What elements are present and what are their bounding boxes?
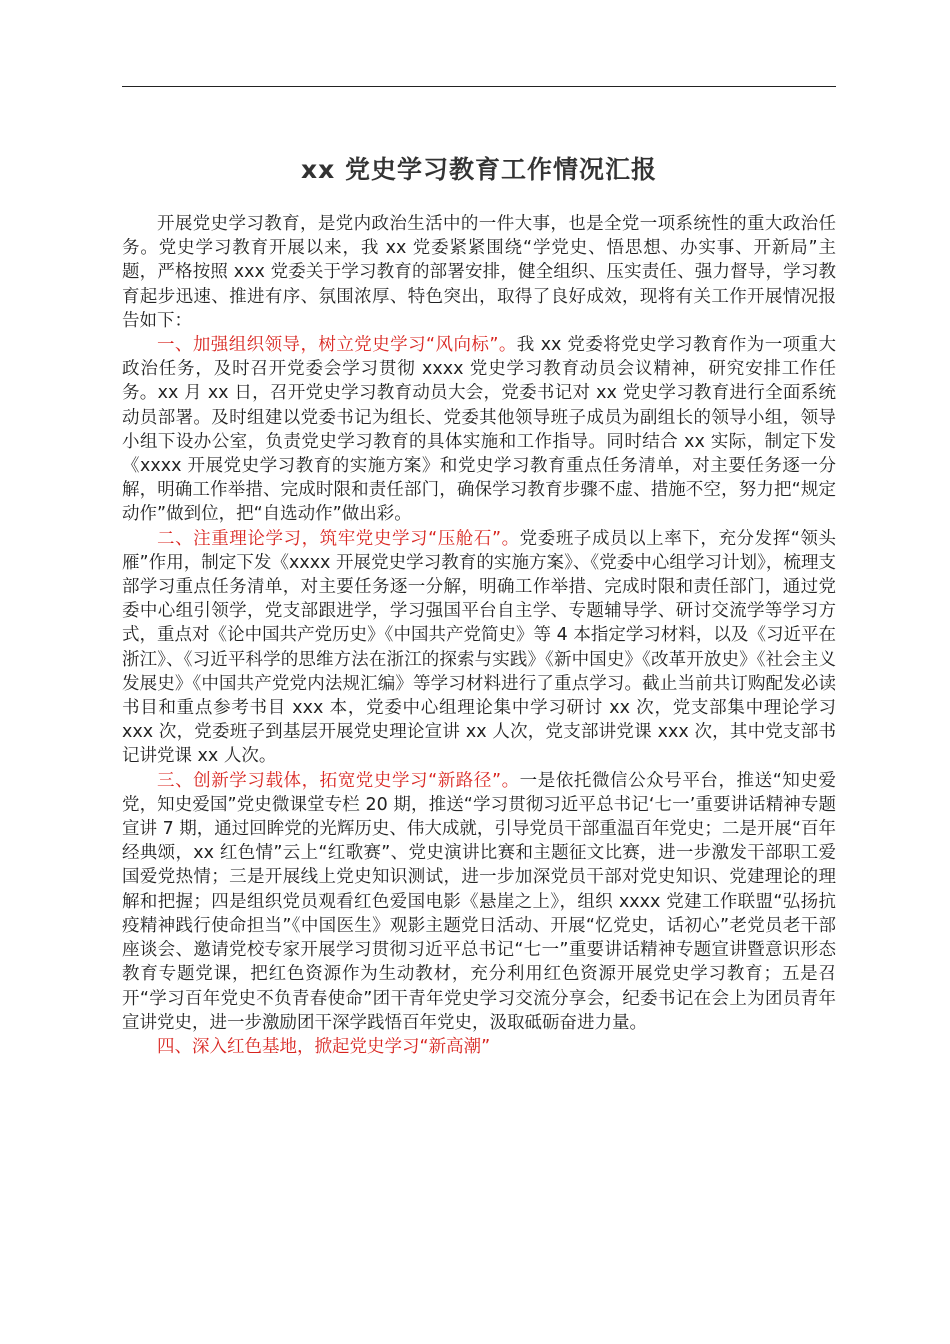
- section-body-1: 我 xx 党委将党史学习教育作为一项重大政治任务，及时召开党委会学习贯彻 xxxx 党史学习教育动员会议精神，研究安排工作任务。xx 月 xx 日，召开党史学习教育动员大会，党委书记对 xx 党史学习教育进行全面系统动员部署。及时组建以党委书记为组长、党委其他领导班子成员为副组长的领导小组，领导小组下设办公室，负责党史学习教育的具体实施和工作指导。同时结合 xx 实际，制定下发《xxxx 开展党史学习教育的实施方案》和党史学习教育重点任务清单，对主要任务逐一分解，明确工作举措、完成时限和责任部门，确保学习教育步骤不虚、措施不空，努力把“规定动作”做到位，把“自选动作”做出彩。: [122, 335, 836, 525]
- section-heading-1: 一、加强组织领导，树立党史学习“风向标”。: [157, 335, 517, 356]
- section-paragraph-2: [122, 527, 836, 769]
- section-heading-3: 三、创新学习载体，拓宽党史学习“新路径”。: [157, 770, 520, 791]
- header-rule: [122, 86, 836, 87]
- document-body: [122, 212, 836, 1059]
- section-heading-2: 二、注重理论学习，筑牢党史学习“压舱石”。: [157, 528, 520, 549]
- section-paragraph-3: [122, 769, 836, 1035]
- section-body-3: 一是依托微信公众号平台，推送“知史爱党，知史爱国”党史微课堂专栏 20 期，推送“学习贯彻习近平总书记‘七一’重要讲话精神专题宣讲 7 期，通过回眸党的光辉历史、伟大成就，引导党员干部重温百年党史；二是开展“百年经典颂，xx 红色情”云上“红歌赛”、党史演讲比赛和主题征文比赛，进一步激发干部职工爱国爱党热情；三是开展线上党史知识测试，进一步加深党员干部对党史知识、党建理论的理解和把握；四是组织党员观看红色爱国电影《悬崖之上》，组织 xxxx 党建工作联盟“弘扬抗疫精神践行使命担当”《中国医生》观影主题党日活动、开展“忆党史，话初心”老党员老干部座谈会、邀请党校专家开展学习贯彻习近平总书记“七一”重要讲话精神专题宣讲暨意识形态教育专题党课，把红色资源作为生动教材，充分利用红色资源开展党史学习教育；五是召开“学习百年党史不负青春使命”团干青年党史学习交流分享会，纪委书记在会上为团员青年宣讲党史，进一步激励团干深学践悟百年党史，汲取砥砺奋进力量。: [122, 770, 836, 1033]
- section-paragraph-4: [122, 1035, 836, 1059]
- document-title: xx 党史学习教育工作情况汇报: [301, 155, 657, 184]
- intro-paragraph: 开展党史学习教育，是党内政治生活中的一件大事，也是全党一项系统性的重大政治任务。党史学习教育开展以来，我 xx 党委紧紧围绕“学党史、悟思想、办实事、开新局”主题，严格按照 xxx 党委关于学习教育的部署安排，健全组织、压实责任、强力督导，学习教育起步迅速、推进有序、氛围浓厚、特色突出，取得了良好成效，现将有关工作开展情况报告如下：: [122, 214, 836, 331]
- section-heading-4: 四、深入红色基地，掀起党史学习“新高潮”: [157, 1036, 491, 1057]
- section-paragraph-1: [122, 333, 836, 527]
- section-body-2: 党委班子成员以上率下，充分发挥“领头雁”作用，制定下发《xxxx 开展党史学习教育的实施方案》、《党委中心组学习计划》，梳理支部学习重点任务清单，对主要任务逐一分解，明确工作举措、完成时限和责任部门，通过党委中心组引领学，党支部跟进学，学习强国平台自主学、专题辅导学、研讨交流学等学习方式，重点对《论中国共产党历史》《中国共产党简史》等 4 本指定学习材料，以及《习近平在浙江》、《习近平科学的思维方法在浙江的探索与实践》《新中国史》《改革开放史》《社会主义发展史》《中国共产党党内法规汇编》等学习材料进行了重点学习。截止当前共订购配发必读书目和重点参考书目 xxx 本，党委中心组理论集中学习研讨 xx 次，党支部集中理论学习 xxx 次，党委班子到基层开展党史理论宣讲 xx 人次，党支部讲党课 xxx 次，其中党支部书记讲党课 xx 人次。: [122, 528, 836, 767]
